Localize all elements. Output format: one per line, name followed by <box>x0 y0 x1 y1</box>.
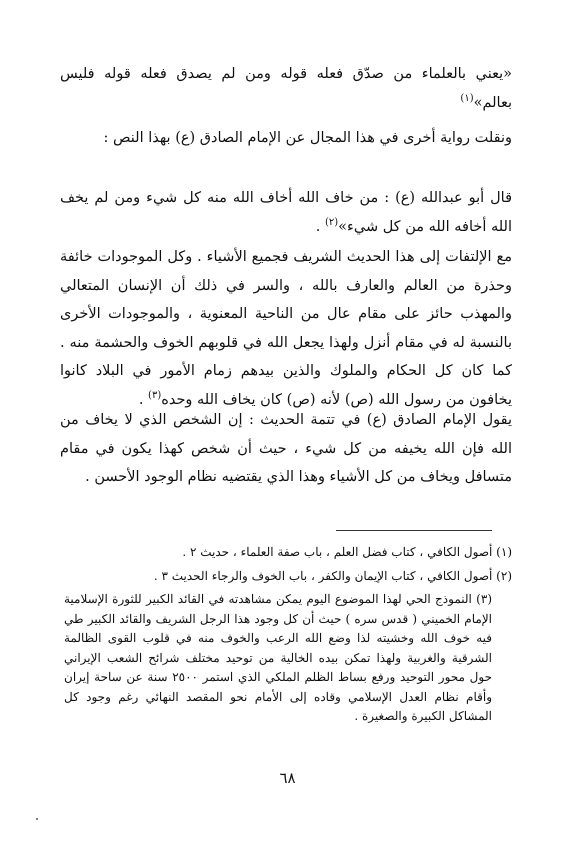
paragraph-3-tail: . <box>315 218 325 235</box>
footnote-ref-3: (٣) <box>148 389 162 401</box>
paragraph-4-tail: . <box>138 391 149 408</box>
paragraph-1-text: «يعني بالعلماء من صدّق فعله قوله ومن لم يصدق فعله قوله فليس بعالم» <box>60 66 512 111</box>
paragraph-5-text: يقول الإمام الصادق (ع) في تتمة الحديث : إن الشخص الذي لا يخاف من الله فإن الله يخيفه من كل شيء ، حيث أن شخص كهذا يكون في مقام متسافل ويخاف من كل الأشياء وهذا الذي يقتضيه نظام الوجود الأحسن . <box>60 412 512 485</box>
speck <box>36 818 38 820</box>
paragraph-3 <box>60 184 512 241</box>
footnote-2: (٢) أصول الكافي ، كتاب الإيمان والكفر ، باب الخوف والرجاء الحديث ٣ . <box>153 569 512 583</box>
paragraph-2-text: ونقلت رواية أخرى في هذا المجال عن الإمام الصادق (ع) بهذا النص : <box>103 130 512 146</box>
paragraph-5 <box>60 406 512 492</box>
footnote-ref-1: (١) <box>460 92 474 104</box>
paragraph-4 <box>60 243 512 414</box>
footnote-separator <box>336 530 492 531</box>
footnote-1: (١) أصول الكافي ، كتاب فضل العلم ، باب صفة العلماء ، حديث ٢ . <box>182 545 512 559</box>
paragraph-4-text: مع الإلتفات إلى هذا الحديث الشريف فجميع الأشياء . وكل الموجودات خائفة وحذرة من العالم والعارف بالله ، والسر في ذلك أن الإنسان المتعالي والمهذب حائز على مقام عال من الناحية المعنوية ، والموجودات الأخرى بالنسبة له في مقام أنزل ولهذا يجعل الله في قلوبهم الخوف والحشمة منه . كما كان كل الحكام والملوك والذين بيدهم زمام الأمور في البلاد كانوا يخافون من رسول الله (ص) لأنه (ص) كان يخاف الله وحده <box>60 249 512 408</box>
paragraph-2 <box>60 124 512 153</box>
footnote-3 <box>64 590 512 727</box>
footnote-ref-2: (٢) <box>324 216 339 228</box>
page-number: ٦٨ <box>279 769 296 787</box>
paragraph-1 <box>60 60 512 117</box>
paragraph-3-text: قال أبو عبدالله (ع) : من خاف الله أخاف الله منه كل شيء ومن لم يخف الله أخافه الله من كل شيء» <box>60 190 512 235</box>
footnote-3-text: (٣) النموذج الحي لهذا الموضوع اليوم يمكن مشاهدته في القائد الكبير للثورة الإسلامية الإمام الخميني ( قدس سره ) حيث أن كل وجود هذا الرجل الشريف والقائد الكبير طي فيه خوف الله وخشيته لذا وضع الله الرعب والخوف منه في قلوب القوى الظالمة الشرقية والغربية ولهذا تمكن بيده الخالية من توحيد مختلف شرائح الشعب الإيراني حول محور التوحيد ورفع بساط الظلم الملكي الذي استمر ٢٥٠٠ سنة عن ساحة إيران وأقام نظام العدل الإسلامي وقاده إلى الأمام نحو المقصد النهائي رغم وجود كل المشاكل الكبيرة والصغيرة . <box>64 592 492 723</box>
